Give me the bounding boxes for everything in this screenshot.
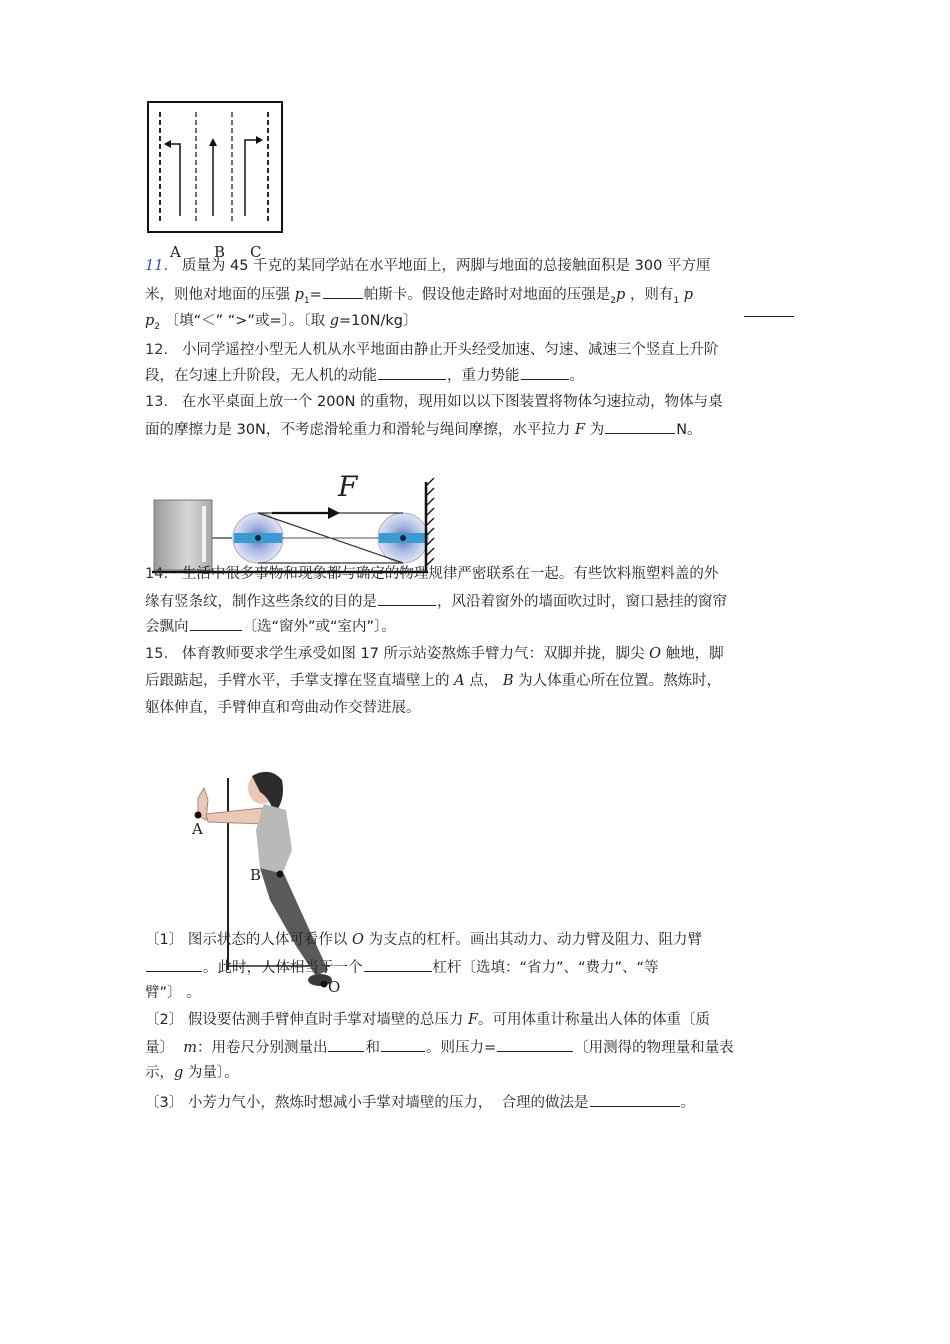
q13-answer-blank[interactable] [605,419,675,434]
q15-p1-text-c: 为支点的杠杆。画出其动力、动力臂及阻力、阻力臂 [368,932,702,948]
q11-number: 11. [145,258,169,274]
q15-text-2e: 为人体重心所在位置。熬炼时， [518,673,722,689]
q14-text-2a: 缘有竖条纹，制作这些条纹的目的是 [145,594,377,610]
q15-p2-text-d: 量〕 [145,1040,174,1056]
q15-text-1a: 体育教师要求学生承受如图 17 所示站姿熬炼手臂力气：双脚并拢，脚尖 [181,646,645,662]
q15-p3-text-b: 合理的做法是 [501,1095,589,1111]
force-f-label: F [338,470,358,503]
q15-p1-answer-blank-1[interactable] [146,957,202,972]
q15-line-2 [145,671,721,691]
q13-text-2d: N。 [676,422,702,438]
q15-text-2a: 后跟踮起，手臂水平，手掌支撑在竖直墙壁上的 [145,673,450,689]
q11-text-2e: 帕斯卡。假设他走路时对地面的压强是 [363,287,611,303]
q15-text-3: 躯体伸直，手臂伸直和弯曲动作交替进展。 [145,700,421,716]
q12-text-2b: ，重力势能 [447,368,520,384]
q14-line-3 [145,616,396,637]
q14-answer-blank-2[interactable] [190,616,242,631]
q15-p3-text-a: 〔3〕 小芳力气小，熬炼时想减小手掌对墙壁的压力， [145,1095,493,1111]
q15-p2-answer-blank-3[interactable] [497,1037,573,1052]
q12-line-2 [145,365,584,386]
q13-line-1 [145,392,723,412]
q11-text-3e: =10N/kg〕 [339,313,418,329]
q12-text-2a: 段，在匀速上升阶段，无人机的动能 [145,368,377,384]
q15-p2-text-g: 和 [365,1040,380,1056]
q15-p2-text-l: 为量〕。 [187,1065,239,1081]
point-a-label: A [192,820,203,838]
q15-p2-answer-blank-2[interactable] [381,1037,425,1052]
q14-number: 14. [145,566,169,582]
q12-line-1 [145,340,718,360]
q15-line-3 [145,698,421,718]
q12-number: 12. [145,342,169,358]
q11-line-3 [145,311,417,337]
q11-text-2a: 米，则他对地面的压强 [145,287,290,303]
point-b-label: B [250,866,262,884]
q15-p1-line-3 [145,983,201,1003]
q15-p2-text-a: 〔2〕 假设要估测手臂伸直时手掌对墙壁的总压力 [145,1012,464,1028]
q15-number: 15. [145,646,169,662]
q11-sub-2: 2 [610,295,617,306]
q11-var-p4: p [145,313,155,329]
q15-p1-answer-blank-2[interactable] [364,957,432,972]
q13-number: 13. [145,394,169,410]
q15-p2-answer-blank-1[interactable] [328,1037,364,1052]
q14-text-3b: 〔选“窗外”或“室内”〕。 [242,619,396,635]
q15-p1-text-a: 〔1〕 图示状态的人体可看作以 [145,932,348,948]
q12-answer-blank-1[interactable] [378,365,446,380]
q12-text-1: 小同学遥控小型无人机从水平地面由静止开头经受加速、匀速、减速三个竖直上升阶 [181,342,719,358]
q11-answer-blank-2[interactable] [744,316,794,317]
q15-var-a: A [454,673,465,689]
lane-label-b: B [214,243,226,261]
q15-p2-var-m: m [183,1040,197,1056]
q11-text-2h: ，则有 [629,287,674,303]
q15-p1-var-o: O [351,932,364,948]
q15-p2-var-f: F [467,1012,479,1028]
q13-var-f: F [575,422,586,438]
point-o-label: O [328,978,341,996]
q15-p2-line-1 [145,1010,710,1030]
q15-p1-text-d: 。此时，人体相当于一个 [203,960,363,976]
q14-line-2 [145,591,727,612]
q11-sub-1: 1 [303,295,310,306]
q15-p3-answer-blank[interactable] [590,1092,680,1107]
q14-text-1: 生活中很多事物和现象都与确定的物理规律严密联系在一起。有些饮料瓶塑料盖的外 [181,566,719,582]
q15-p3-line [145,1092,695,1113]
q15-p3-text-c: 。 [680,1095,696,1111]
q15-var-o: O [649,646,662,662]
q12-text-2c: 。 [569,368,584,384]
q11-text-3c: 〔填“＜” “>”或=〕。〔取 [164,313,326,329]
q15-p2-text-c: 。可用体重计称量出人体的体重〔质 [478,1012,711,1028]
q11-sub-3: 1 [673,295,680,306]
q14-line-1 [145,564,718,584]
q15-p1-text-e: 杠杆〔选填：“省力”、“费力”、“等 [432,960,659,976]
q13-text-2c: 为 [589,422,605,438]
q15-p2-text-h: 。则压力= [425,1040,497,1056]
q11-line-2 [145,284,693,311]
q15-text-1c: 触地，脚 [665,646,724,662]
q15-p2-line-3 [145,1063,239,1083]
q15-p2-text-i: 〔用测得的物理量和量表 [574,1040,734,1056]
q13-text-1: 在水平桌面上放一个 200N 的重物，现用如以以下图装置将物体匀速拉动，物体与桌 [181,394,723,410]
q11-var-p2: p [616,287,626,303]
q14-text-2b: ，风沿着窗外的墙面吹过时，窗口悬挂的窗帘 [437,594,727,610]
q11-text-1: 质量为 45 千克的某同学站在水平地面上，两脚与地面的总接触面积是 300 平方厘 [181,258,711,274]
q15-p2-var-g: g [174,1065,184,1081]
lane-arrows-figure [146,100,286,265]
q15-text-2c: 点， [469,673,499,689]
q11-var-p3: p [683,287,694,303]
q15-p2-line-2 [145,1037,734,1058]
q11-sub-4: 2 [154,321,161,332]
q15-line-1 [145,644,724,664]
q11-eq: = [309,287,322,303]
lane-label-a: A [170,243,181,261]
q14-text-3a: 会飘向 [145,619,189,635]
q11-var-p: p [294,287,304,303]
lane-label-c: C [250,243,262,261]
q11-line-1 [145,256,710,276]
q15-p1-line-2 [145,957,659,978]
q15-var-b: B [502,673,514,689]
q15-p2-text-f: ：用卷尺分别测量出 [196,1040,328,1056]
q13-text-2a: 面的摩擦力是 30N，不考虑滑轮重力和滑轮与绳间摩擦，水平拉力 [145,422,571,438]
q13-line-2 [145,419,702,440]
q15-p2-text-j: 示， [145,1065,174,1081]
q11-answer-blank-1[interactable] [323,284,363,299]
q15-p1-text-f: 臂”〕 。 [145,985,201,1001]
q12-answer-blank-2[interactable] [521,365,569,380]
q15-p1-line-1 [145,930,702,950]
q11-var-g: g [329,313,340,329]
q14-answer-blank-1[interactable] [378,591,436,606]
